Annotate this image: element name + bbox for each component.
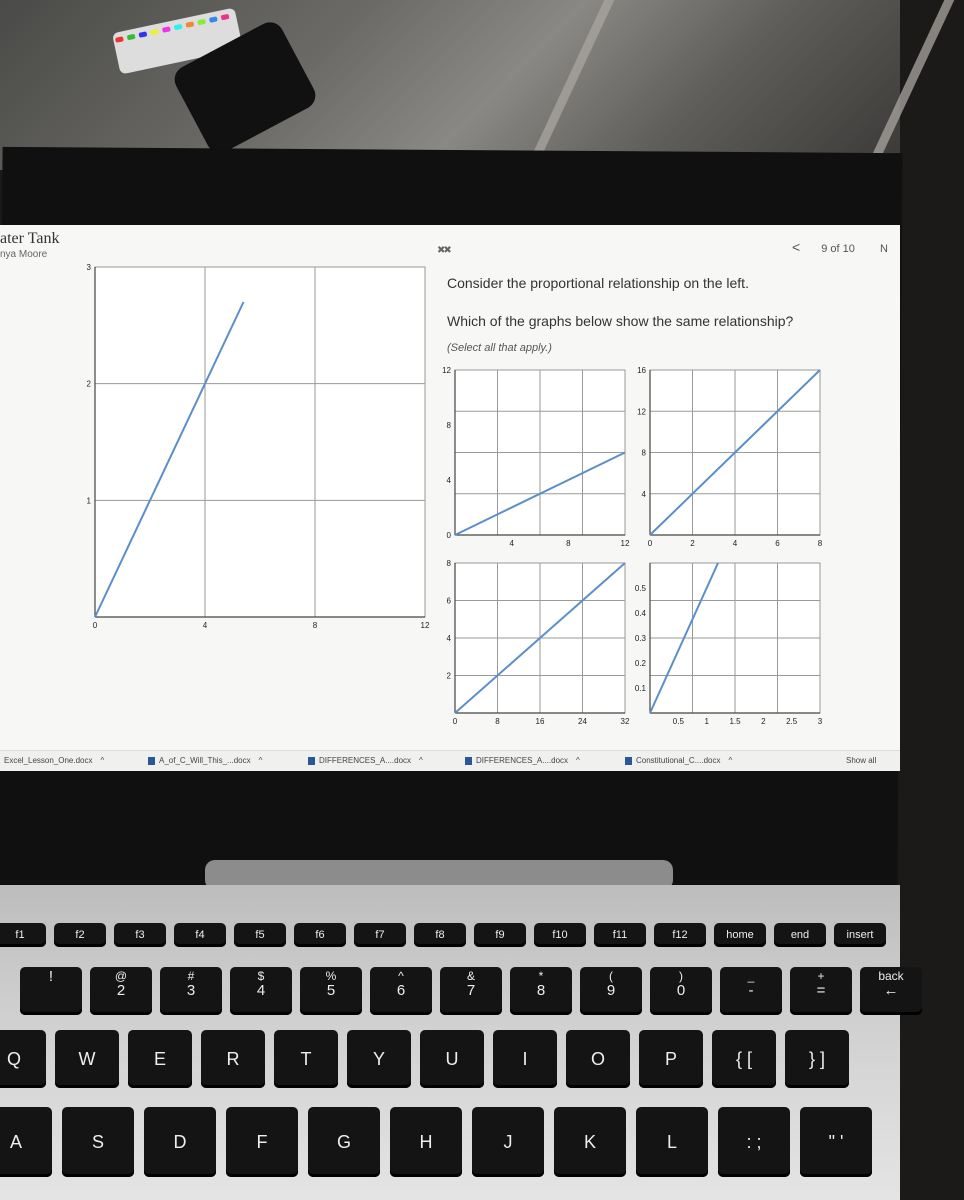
y-tick-label: 8 — [446, 421, 451, 430]
letter-key[interactable]: U — [420, 1030, 484, 1088]
number-key[interactable]: + = — [790, 967, 852, 1015]
document-icon — [465, 757, 472, 765]
x-tick-label: 2 — [690, 539, 695, 548]
number-key[interactable]: ( 9 — [580, 967, 642, 1015]
y-tick-label: 1 — [86, 496, 91, 506]
function-key[interactable]: f7 — [354, 923, 406, 947]
y-tick-label: 8 — [641, 448, 646, 458]
y-tick-label: 0.2 — [634, 659, 646, 668]
letter-key[interactable]: " ' — [800, 1107, 872, 1177]
function-key[interactable]: f11 — [594, 923, 646, 947]
user-name: nya Moore — [0, 249, 48, 260]
x-tick-label: 8 — [312, 621, 318, 630]
function-key[interactable]: f2 — [54, 923, 106, 947]
function-key[interactable]: home — [714, 923, 766, 947]
number-key[interactable]: # 3 — [160, 967, 222, 1015]
letter-key[interactable]: Q — [0, 1030, 46, 1088]
download-item[interactable]: DIFFERENCES_A....docx ^ — [465, 756, 580, 765]
number-key[interactable]: $ 4 — [230, 967, 292, 1015]
number-key[interactable]: back ← — [860, 967, 922, 1015]
letter-key[interactable]: O — [566, 1030, 630, 1088]
logo-icon: ✖✖ — [437, 245, 450, 256]
letter-key[interactable]: Y — [347, 1030, 411, 1088]
letter-key[interactable]: A — [0, 1107, 52, 1177]
x-tick-label: 0 — [452, 717, 458, 726]
x-tick-label: 12 — [620, 539, 630, 548]
y-tick-label: 0.1 — [634, 684, 646, 693]
question-note: (Select all that apply.) — [447, 342, 552, 354]
download-item[interactable]: DIFFERENCES_A....docx ^ — [308, 756, 423, 765]
number-key[interactable]: * 8 — [510, 967, 572, 1015]
letter-key[interactable]: P — [639, 1030, 703, 1088]
letter-key[interactable]: S — [62, 1107, 134, 1177]
function-key[interactable]: f4 — [174, 923, 226, 947]
x-tick-label: 8 — [817, 539, 823, 548]
y-tick-label: 4 — [446, 634, 451, 643]
letter-key[interactable]: D — [144, 1107, 216, 1177]
function-key[interactable]: f9 — [474, 923, 526, 947]
y-tick-label: 0 — [446, 531, 451, 540]
letter-key[interactable]: : ; — [718, 1107, 790, 1177]
x-tick-label: 0 — [92, 621, 98, 630]
number-key[interactable]: % 5 — [300, 967, 362, 1015]
x-tick-label: 8 — [495, 717, 500, 726]
letter-key[interactable]: G — [308, 1107, 380, 1177]
y-tick-label: 4 — [446, 476, 451, 485]
function-key[interactable]: f10 — [534, 923, 586, 947]
x-tick-label: 32 — [620, 717, 630, 726]
x-tick-label: 0 — [647, 539, 653, 548]
document-icon — [625, 757, 632, 765]
question-prompt: Consider the proportional relationship on the left. — [447, 275, 749, 291]
x-tick-label: 2.5 — [786, 717, 798, 726]
document-icon — [148, 757, 155, 765]
download-item[interactable]: Excel_Lesson_One.docx ^ — [4, 756, 105, 765]
letter-key[interactable]: L — [636, 1107, 708, 1177]
charts-layer — [0, 225, 900, 745]
keyboard-deck — [0, 885, 904, 1200]
y-tick-label: 4 — [641, 489, 646, 499]
letter-key[interactable]: T — [274, 1030, 338, 1088]
y-tick-label: 2 — [446, 671, 451, 681]
y-tick-label: 0.4 — [634, 609, 646, 618]
show-all-link[interactable]: Show all — [846, 756, 877, 765]
letter-key[interactable]: J — [472, 1107, 544, 1177]
number-key[interactable]: _ - — [720, 967, 782, 1015]
x-tick-label: 8 — [566, 539, 571, 548]
number-key[interactable]: @ 2 — [90, 967, 152, 1015]
number-key[interactable]: ) 0 — [650, 967, 712, 1015]
y-tick-label: 3 — [86, 263, 91, 272]
number-key[interactable]: ^ 6 — [370, 967, 432, 1015]
y-tick-label: 2 — [86, 379, 91, 389]
function-key[interactable]: insert — [834, 923, 886, 947]
y-tick-label: 0.3 — [634, 634, 646, 643]
function-key[interactable]: f5 — [234, 923, 286, 947]
x-tick-label: 2 — [761, 717, 766, 726]
app-title: ater Tank — [0, 230, 60, 247]
y-tick-label: 8 — [446, 559, 451, 568]
download-bar — [0, 750, 900, 771]
x-tick-label: 4 — [202, 621, 208, 630]
question-ask: Which of the graphs below show the same relationship? — [447, 313, 794, 329]
y-tick-label: 12 — [442, 366, 451, 375]
laptop-screen — [0, 225, 900, 770]
letter-key[interactable]: H — [390, 1107, 462, 1177]
x-tick-label: 3 — [817, 717, 823, 726]
x-tick-label: 16 — [535, 717, 545, 726]
x-tick-label: 4 — [732, 539, 738, 548]
letter-key[interactable]: K — [554, 1107, 626, 1177]
letter-key[interactable]: { [ — [712, 1030, 776, 1088]
function-key[interactable]: f1 — [0, 923, 46, 947]
letter-key[interactable]: W — [55, 1030, 119, 1088]
function-key[interactable]: f12 — [654, 923, 706, 947]
function-key[interactable]: f8 — [414, 923, 466, 947]
question-position: 9 of 10 — [821, 243, 855, 255]
x-tick-label: 12 — [420, 621, 430, 630]
function-key[interactable]: end — [774, 923, 826, 947]
letter-key[interactable]: R — [201, 1030, 265, 1088]
document-icon — [308, 757, 315, 765]
letter-key[interactable]: E — [128, 1030, 192, 1088]
plot-area — [95, 267, 425, 617]
number-key[interactable]: ! — [20, 967, 82, 1015]
download-item[interactable]: Constitutional_C....docx ^ — [625, 756, 732, 765]
chevron-left-icon[interactable]: < — [792, 239, 801, 255]
x-tick-label: 24 — [578, 717, 587, 726]
x-tick-label: 4 — [509, 539, 514, 548]
function-key[interactable]: f3 — [114, 923, 166, 947]
y-tick-label: 0.5 — [634, 584, 646, 593]
download-item[interactable]: A_of_C_Will_This_...docx ^ — [148, 756, 262, 765]
letter-key[interactable]: } ] — [785, 1030, 849, 1088]
x-tick-label: 1.5 — [729, 717, 741, 726]
function-key[interactable]: f6 — [294, 923, 346, 947]
next-button[interactable]: N — [879, 243, 888, 255]
y-tick-label: 16 — [637, 366, 646, 375]
letter-key[interactable]: I — [493, 1030, 557, 1088]
number-key[interactable]: & 7 — [440, 967, 502, 1015]
y-tick-label: 12 — [637, 407, 646, 417]
y-tick-label: 6 — [446, 596, 451, 606]
x-tick-label: 0.5 — [672, 717, 684, 726]
x-tick-label: 6 — [775, 539, 780, 548]
letter-key[interactable]: F — [226, 1107, 298, 1177]
x-tick-label: 1 — [704, 717, 709, 726]
